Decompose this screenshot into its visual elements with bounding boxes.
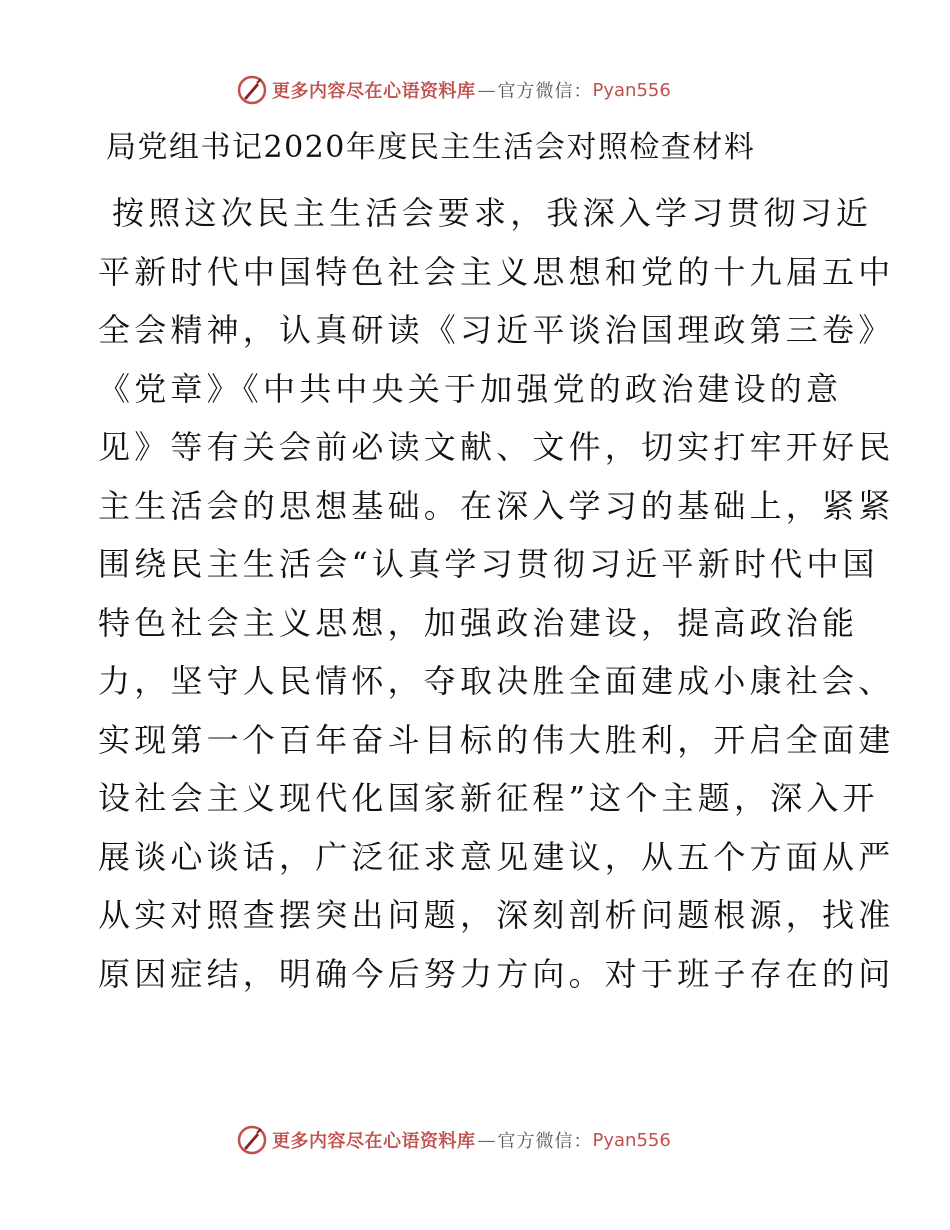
footer-watermark: [236, 1122, 671, 1158]
watermark-official-label: 官方微信：: [497, 81, 593, 102]
document-body: [98, 184, 895, 1003]
watermark-official-label: 官方微信：: [497, 1131, 593, 1152]
body-line: 从实对照查摆突出问题，深刻剖析问题根源，找准: [98, 896, 895, 934]
body-line: 原因症结，明确今后努力方向。对于班子存在的问: [98, 954, 895, 993]
body-line: 按照这次民主生活会要求，我深入学习贯彻习近: [112, 194, 873, 232]
body-line: 全会精神，认真研读《习近平谈治国理政第三卷》: [98, 311, 895, 349]
watermark-account: Pyan556: [592, 1129, 671, 1151]
watermark-site-name: 更多内容尽在心语资料库: [272, 1131, 476, 1152]
body-line: 实现第一个百年奋斗目标的伟大胜利，开启全面建: [98, 720, 895, 759]
quill-pen-icon: [236, 1124, 268, 1156]
quill-pen-icon: [236, 74, 268, 106]
body-line: 设社会主义现代化国家新征程”这个主题，深入开: [98, 779, 879, 817]
header-watermark: [236, 72, 671, 108]
watermark-account: Pyan556: [592, 79, 671, 101]
body-line: 见》等有关会前必读文献、文件，切实打牢开好民: [98, 428, 895, 466]
body-line: 力，坚守人民情怀，夺取决胜全面建成小康社会、: [98, 662, 895, 700]
watermark-site-name: 更多内容尽在心语资料库: [272, 81, 476, 102]
watermark-dash: —: [477, 1129, 496, 1151]
body-line: 平新时代中国特色社会主义思想和党的十九届五中: [98, 252, 895, 291]
document-title: 局党组书记2020年度民主生活会对照检查材料: [106, 130, 756, 165]
watermark-dash: —: [477, 79, 496, 101]
body-line: 特色社会主义思想，加强政治建设，提高政治能: [98, 603, 859, 642]
body-line: 主生活会的思想基础。在深入学习的基础上，紧紧: [98, 486, 895, 525]
body-line: 展谈心谈话，广泛征求意见建议，从五个方面从严: [98, 837, 895, 876]
body-line: 《党章》《中共中央关于加强党的政治建设的意: [98, 369, 843, 408]
body-line: 围绕民主生活会“认真学习贯彻习近平新时代中国: [98, 545, 879, 583]
